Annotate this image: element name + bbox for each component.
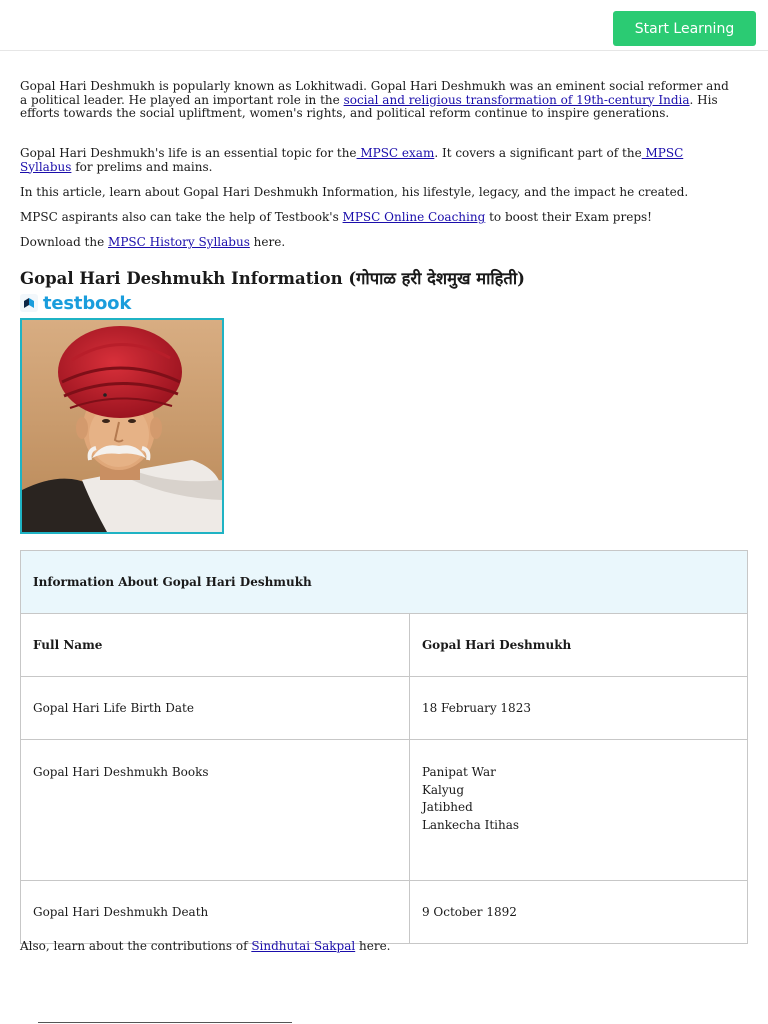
- full-name-label: Full Name: [21, 614, 410, 677]
- birth-date-value: 18 February 1823: [409, 677, 747, 740]
- table-header-cell: Information About Gopal Hari Deshmukh: [21, 551, 748, 614]
- top-bar: [0, 0, 768, 51]
- birth-date-label: Gopal Hari Life Birth Date: [21, 677, 410, 740]
- table-header-row: [21, 551, 748, 614]
- related-paragraph: Also, learn about the contributions of Sindhutai Sakpal here.: [20, 939, 391, 953]
- mpsc-paragraph: Gopal Hari Deshmukh's life is an essential topic for the MPSC exam. It covers a significant part of the MPSC Syllabus for prelims and mains.: [20, 146, 684, 174]
- book-item: Panipat War: [421, 765, 496, 779]
- info-table: [20, 550, 748, 944]
- section-heading: Gopal Hari Deshmukh Information (गोपाळ हरी देशमुख माहिती): [20, 269, 525, 288]
- portrait-image: [20, 318, 224, 534]
- mpsc-exam-link[interactable]: MPSC exam: [356, 146, 435, 160]
- table-row: [21, 677, 748, 740]
- intro-paragraph: Gopal Hari Deshmukh is popularly known as Lokhitwadi. Gopal Hari Deshmukh was an eminent social reformer and a political leader. He played an important role in the social and religious transformation of 19th-century India. His efforts towards the social upliftment, women's rights, and political reform continue to inspire generations.: [20, 79, 729, 120]
- mpsc-history-syllabus-link[interactable]: MPSC History Syllabus: [108, 235, 250, 249]
- mpsc-syllabus-link[interactable]: MPSC Syllabus: [20, 146, 684, 174]
- full-name-value: Gopal Hari Deshmukh: [409, 614, 747, 677]
- coaching-paragraph: MPSC aspirants also can take the help of Testbook's MPSC Online Coaching to boost their Exam preps!: [20, 210, 652, 224]
- book-item: Jatibhed: [421, 800, 473, 814]
- death-value: 9 October 1892: [409, 881, 747, 944]
- table-row: [21, 881, 748, 944]
- book-item: Kalyug: [421, 782, 465, 797]
- testbook-logo: [20, 291, 132, 315]
- start-learning-button[interactable]: Start Learning: [613, 11, 756, 46]
- table-row: [21, 614, 748, 677]
- article-summary-paragraph: In this article, learn about Gopal Hari Deshmukh Information, his lifestyle, legacy, and the impact he created.: [20, 185, 689, 199]
- testbook-logo-icon: [20, 294, 38, 312]
- death-label: Gopal Hari Deshmukh Death: [21, 881, 410, 944]
- download-paragraph: Download the MPSC History Syllabus here.: [20, 235, 286, 249]
- books-value: [409, 740, 747, 881]
- mpsc-online-coaching-link[interactable]: MPSC Online Coaching: [342, 210, 486, 224]
- testbook-logo-text: testbook: [43, 292, 132, 314]
- divider: [38, 1022, 292, 1023]
- social-transformation-link[interactable]: social and religious transformation of 19th-century India: [343, 92, 690, 107]
- table-row: [21, 740, 748, 881]
- sindhutai-sakpal-link[interactable]: Sindhutai Sakpal: [251, 939, 356, 953]
- books-label: Gopal Hari Deshmukh Books: [21, 740, 410, 881]
- book-item: Lankecha Itihas: [421, 817, 520, 832]
